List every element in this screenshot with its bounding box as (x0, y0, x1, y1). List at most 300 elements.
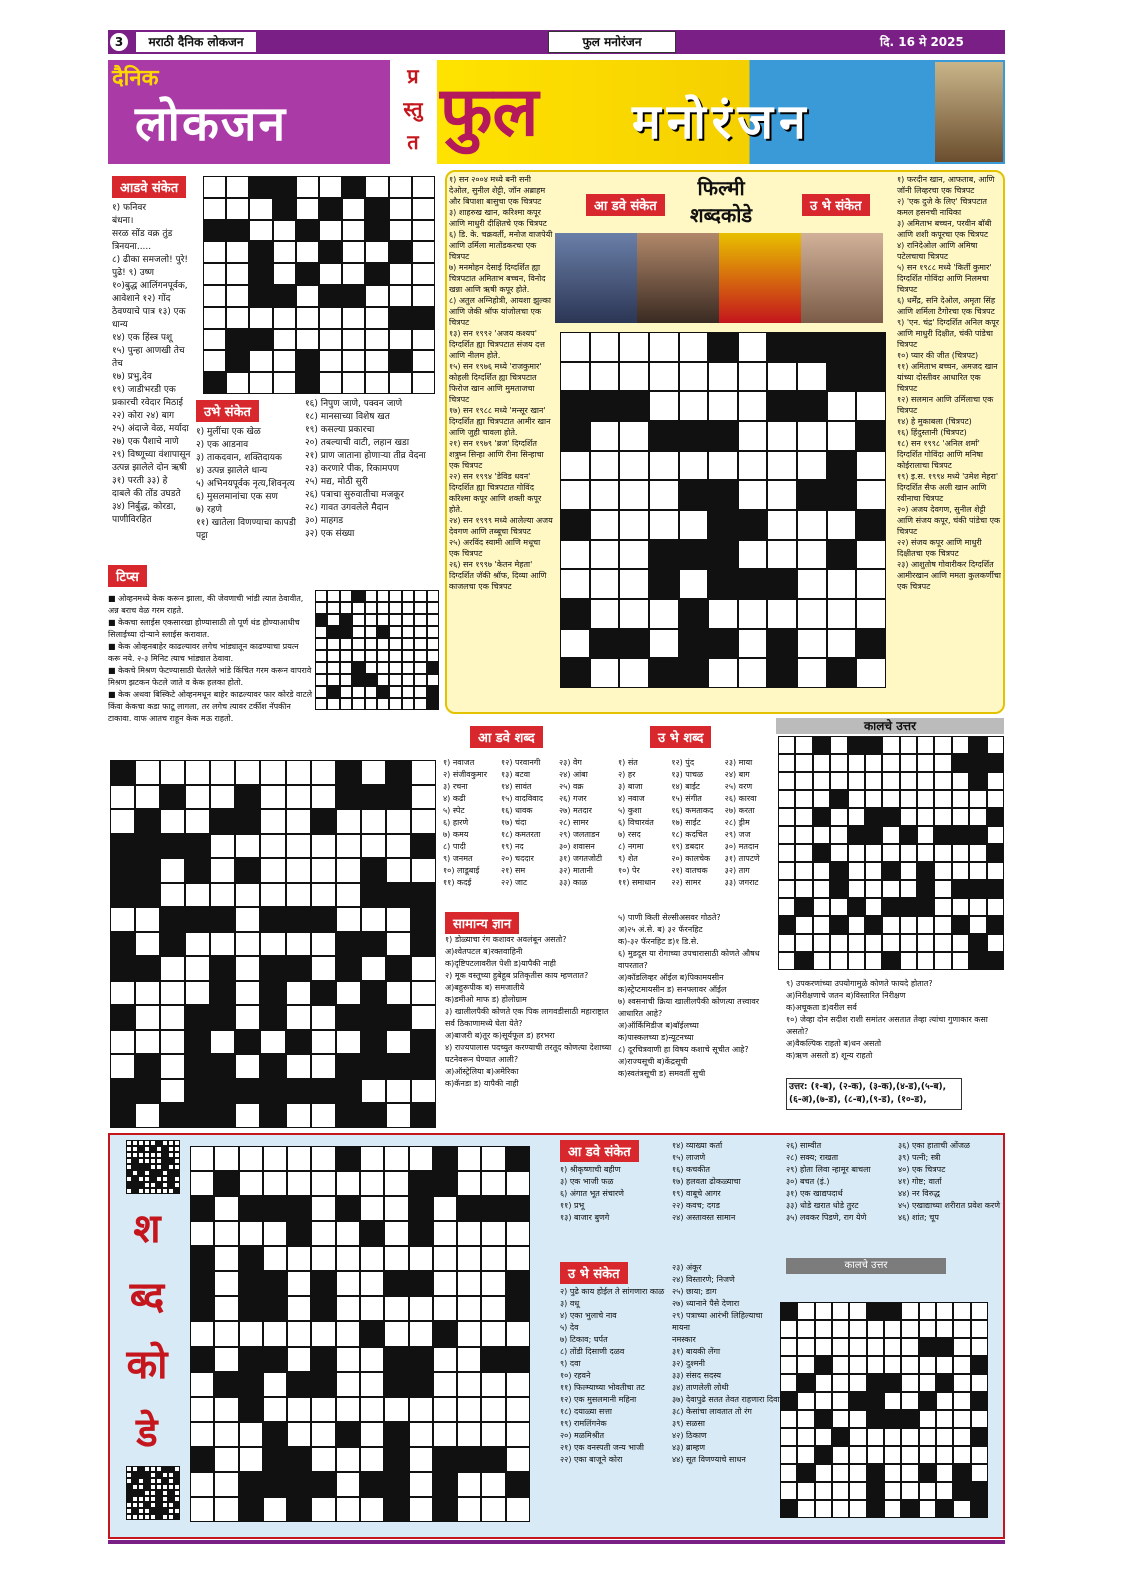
clue-line: क)अचूकता ड)वरील सर्व (786, 1003, 857, 1012)
grid-cell (384, 1447, 408, 1472)
grid-cell (342, 350, 365, 372)
clue-line: १३) बटवा (501, 770, 531, 779)
grid-cell (969, 916, 986, 934)
grid-cell (649, 510, 679, 540)
grid-cell (427, 614, 439, 626)
clue-line: ३) शाहरुख खान, करिश्मा कपूर आणि माधुरी दीक्षितचे एक चित्रपट (449, 208, 547, 228)
clue-line: ११) अमिताभ बच्चन, अमजद खान यांच्या दोस्तीवर आधारित एक चित्रपट (897, 362, 998, 393)
grid-cell (414, 650, 426, 662)
grid-cell (849, 1482, 866, 1500)
grid-cell (185, 883, 210, 908)
grid-cell (917, 898, 934, 916)
grid-cell (402, 614, 414, 626)
grid-cell (481, 1296, 505, 1321)
grid-cell (813, 862, 830, 880)
grid-cell (336, 1103, 361, 1128)
grid-cell (900, 790, 917, 808)
grid-cell (900, 772, 917, 790)
cw1-down-left (196, 400, 306, 543)
grid-cell (856, 629, 886, 659)
grid-cell (287, 1171, 311, 1196)
grid-cell (203, 220, 226, 242)
grid-cell (882, 916, 899, 934)
grid-cell (185, 981, 210, 1006)
grid-cell (319, 220, 342, 242)
grid-cell (767, 658, 797, 688)
grid-cell (389, 176, 412, 198)
grid-cell (185, 834, 210, 859)
grid-cell (797, 629, 827, 659)
grid-cell (210, 858, 235, 883)
grid-cell (987, 826, 1004, 844)
clue-line: अ)ऑस्ट्रेलिया ब)अमेरिका (445, 1067, 519, 1076)
clue-line: १८) सन १९९८ 'अनिल शर्मा' दिग्दर्शित गोविंदा आणि मनिषा कोईरालाचा चित्रपट (897, 439, 983, 470)
grid-cell (830, 736, 847, 754)
grid-cell (433, 1497, 457, 1522)
grid-cell (560, 451, 590, 481)
grid-cell (315, 602, 327, 614)
grid-cell (185, 1030, 210, 1055)
clue-line: २९) जज (724, 830, 751, 839)
grid-cell (778, 880, 795, 898)
clue-line: २३) करणारे पीक, रिकामपण (305, 464, 400, 474)
grid-cell (286, 834, 311, 859)
grid-cell (260, 932, 285, 957)
grid-cell (481, 1347, 505, 1372)
grid-cell (780, 1374, 797, 1392)
grid-cell (311, 1005, 336, 1030)
grid-cell (296, 285, 319, 307)
grid-cell (411, 1030, 436, 1055)
clue-line: ३१) बायकी लेंगा (672, 1347, 721, 1356)
clue-line: पट्टा (196, 531, 208, 541)
answer-title: कालचे उत्तर (776, 718, 1004, 734)
mini-grid-icon-1 (126, 1140, 180, 1194)
grid-cell (135, 1030, 160, 1055)
grid-cell (336, 1347, 360, 1372)
grid-cell (969, 898, 986, 916)
grid-cell (971, 1410, 988, 1428)
grid-cell (560, 332, 590, 362)
clue-line: २७) करता (724, 806, 755, 815)
grid-cell (384, 1171, 408, 1196)
grid-cell (767, 421, 797, 451)
grid-cell (365, 372, 388, 394)
grid-cell (377, 698, 389, 710)
grid-cell (327, 686, 339, 698)
grid-cell (135, 858, 160, 883)
grid-cell (214, 1397, 238, 1422)
grid-cell (813, 952, 830, 970)
grid-cell (411, 858, 436, 883)
grid-cell (901, 1374, 918, 1392)
grid-cell (414, 674, 426, 686)
clue-line: आवेशाने १२) गोंद (112, 294, 171, 304)
prastut-1: प्र (407, 64, 419, 88)
grid-cell (210, 760, 235, 785)
grid-cell (296, 220, 319, 242)
grid-cell (884, 1302, 901, 1320)
grid-cell (780, 1320, 797, 1338)
grid-cell (411, 1079, 436, 1104)
grid-cell (414, 662, 426, 674)
grid-cell (901, 1320, 918, 1338)
clue-line: १४) सावंत (501, 782, 532, 791)
grid-cell (813, 790, 830, 808)
grid-cell (767, 480, 797, 510)
grid-cell (827, 391, 857, 421)
clue-line: २५) वरण (724, 782, 753, 791)
grid-cell (311, 1347, 335, 1372)
grid-cell (867, 1356, 884, 1374)
grid-cell (412, 198, 435, 220)
grid-cell (884, 1482, 901, 1500)
grid-cell (481, 1146, 505, 1171)
grid-cell (110, 981, 135, 1006)
grid-cell (427, 698, 439, 710)
section-title: फुल मनोरंजन (548, 31, 676, 53)
grid-cell (987, 790, 1004, 808)
grid-cell (235, 785, 260, 810)
grid-cell (919, 1356, 936, 1374)
clue-line: ठेवण्याचे पात्र १३) एक (112, 307, 186, 317)
grid-cell (457, 1221, 481, 1246)
grid-cell (795, 772, 812, 790)
grid-cell (311, 956, 336, 981)
clue-line: प्रकारची रवेदार मिठाई (112, 398, 183, 408)
grid-cell (412, 176, 435, 198)
grid-cell (767, 391, 797, 421)
grid-cell (590, 480, 620, 510)
grid-cell (865, 772, 882, 790)
grid-cell (795, 826, 812, 844)
grid-cell (780, 1338, 797, 1356)
grid-cell (110, 858, 135, 883)
clue-line: ६) अंगात भूत संचारणे (560, 1189, 624, 1198)
grid-cell (856, 510, 886, 540)
clue-line: क)-३२ फॅरनहिट ड)१ डि.से. (618, 937, 699, 946)
grid-cell (210, 1054, 235, 1079)
grid-cell (160, 1054, 185, 1079)
grid-cell (849, 1464, 866, 1482)
grid-cell (767, 629, 797, 659)
grid-cell (481, 1472, 505, 1497)
grid-cell (365, 626, 377, 638)
clue-line: क)स्वतंत्रसूची ड) समवर्ती सुची (618, 1069, 706, 1078)
grid-cell (969, 934, 986, 952)
clue-line: ३३) जगराट (724, 878, 759, 887)
grid-cell (797, 480, 827, 510)
grid-cell (210, 981, 235, 1006)
grid-cell (336, 1171, 360, 1196)
grid-cell (934, 754, 951, 772)
grid-cell (135, 760, 160, 785)
grid-cell (315, 638, 327, 650)
grid-cell (360, 1171, 384, 1196)
clue-line: ६) हारणे (443, 818, 469, 827)
grid-cell (849, 1410, 866, 1428)
grid-cell (936, 1356, 953, 1374)
grid-cell (849, 1500, 866, 1518)
grid-cell (867, 1302, 884, 1320)
grid-cell (287, 1347, 311, 1372)
grid-cell (856, 391, 886, 421)
grid-cell (160, 932, 185, 957)
grid-cell (203, 350, 226, 372)
grid-cell (506, 1472, 530, 1497)
clue-line: २९) विष्णूच्या वंशापासून (112, 450, 191, 460)
grid-cell (411, 956, 436, 981)
grid-cell (952, 862, 969, 880)
grid-cell (917, 952, 934, 970)
grid-cell (848, 898, 865, 916)
grid-cell (481, 1246, 505, 1271)
grid-cell (239, 1472, 263, 1497)
grid-cell (384, 1271, 408, 1296)
clue-line: १) फरदीन खान, आफताब, आणि जॉनी लिव्हरचा एक चित्रपट (897, 175, 995, 195)
grid-cell (203, 372, 226, 394)
grid-cell (919, 1320, 936, 1338)
grid-cell (900, 952, 917, 970)
grid-cell (917, 826, 934, 844)
grid-cell (952, 844, 969, 862)
clue-line: ४४) नर विरुद्ध (898, 1189, 940, 1198)
grid-cell (365, 241, 388, 263)
clue-line: २२) कवच; दगड (672, 1201, 720, 1210)
clue-line: ४०) एक चित्रपट (898, 1165, 946, 1174)
grid-cell (336, 785, 361, 810)
grid-cell (287, 1372, 311, 1397)
grid-cell (934, 934, 951, 952)
grid-cell (190, 1472, 214, 1497)
grid-cell (815, 1392, 832, 1410)
clue-line: ९) दवा (560, 1359, 581, 1368)
grid-cell (901, 1428, 918, 1446)
grid-cell (457, 1422, 481, 1447)
grid-cell (936, 1500, 953, 1518)
clue-line: ८) पादी (443, 842, 466, 851)
grid-cell (971, 1446, 988, 1464)
grid-cell (110, 1005, 135, 1030)
grid-cell (315, 698, 327, 710)
grid-cell (336, 1146, 360, 1171)
clue-line: ६) डि. के. चक्रवर्ती, मनोज वाजपेयी आणि उर्मिला मातोंडकरचा एक चित्रपट (449, 230, 553, 261)
grid-cell (738, 480, 768, 510)
clue-line: १२) एक मुसलमानी महिना (560, 1395, 637, 1404)
grid-cell (856, 540, 886, 570)
grid-cell (901, 1500, 918, 1518)
issue-date: दि. 16 मे 2025 (880, 35, 964, 49)
grid-cell (360, 1271, 384, 1296)
prastut-2: स्तु (403, 97, 423, 121)
grid-cell (336, 1397, 360, 1422)
grid-cell (778, 754, 795, 772)
cw1-across-list (112, 202, 202, 527)
grid-cell (560, 658, 590, 688)
grid-cell (249, 307, 272, 329)
grid-cell (263, 1347, 287, 1372)
crossword-grid-1 (203, 176, 435, 394)
grid-cell (738, 569, 768, 599)
grid-cell (427, 638, 439, 650)
grid-cell (287, 1447, 311, 1472)
clue-line: अ)कॉडलिव्हर ऑईल ब)पिकामयसीन (618, 973, 724, 982)
grid-cell (619, 332, 649, 362)
grid-cell (481, 1171, 505, 1196)
grid-cell (830, 916, 847, 934)
grid-cell (386, 956, 411, 981)
clue-line: २०) तबल्याची वाटी, लहान खडा (305, 438, 410, 448)
grid-cell (848, 790, 865, 808)
grid-cell (110, 834, 135, 859)
grid-cell (110, 932, 135, 957)
gk-mid (618, 912, 780, 1080)
grid-cell (827, 540, 857, 570)
clue-line: ३०) मतदान (724, 842, 759, 851)
grid-cell (901, 1356, 918, 1374)
grid-cell (827, 362, 857, 392)
grid-cell (797, 1410, 814, 1428)
grid-cell (409, 1246, 433, 1271)
grid-cell (384, 1497, 408, 1522)
clue-line: ■ केकचा स्लाईस एकसारखा होण्यासाठी तो पूर्ण थंड होण्याआधीच सिलाईच्या दोऱ्याने स्लाईस करावात. (108, 618, 300, 639)
grid-cell (286, 883, 311, 908)
clue-line: तेच (112, 359, 123, 369)
grid-cell (239, 1347, 263, 1372)
grid-cell (457, 1271, 481, 1296)
clue-line: त्रिनयना..... (112, 242, 152, 252)
clue-line: २६) सन १९९७ 'केतन मेहता' दिग्दर्शित जॅकी श्रॉफ, दिव्या आणि काजलचा एक चित्रपट (449, 560, 547, 591)
grid-cell (936, 1320, 953, 1338)
clue-line: १९) डबदार (671, 842, 704, 851)
clue-line: २२) संजय कपूर आणि माधुरी दिक्षीतचा एक चित्रपट (897, 538, 982, 558)
clue-line: ४३) ब्राम्हण (672, 1443, 706, 1452)
grid-cell (361, 981, 386, 1006)
clue-line: अ)बाजरी ब)तूर क)सूर्यफूल ड) हरभरा (445, 1031, 555, 1040)
clue-line: २४) बाग (724, 770, 750, 779)
grid-cell (210, 883, 235, 908)
grid-cell (315, 686, 327, 698)
grid-cell (865, 790, 882, 808)
clue-line: १८) मानसाच्या विशेष खत (305, 412, 390, 422)
grid-cell (352, 674, 364, 686)
clue-line: १०) जेव्हा दोन सदीश राशी समांतर असतात तेव्हा त्यांचा गुणाकार कसा असतो? (786, 1015, 988, 1036)
grid-cell (340, 686, 352, 698)
grid-cell (649, 421, 679, 451)
grid-cell (336, 932, 361, 957)
grid-cell (830, 808, 847, 826)
grid-cell (900, 826, 917, 844)
grid-cell (795, 934, 812, 952)
clue-line: ९) जनमत (443, 854, 473, 863)
clue-line: ९) उपकरणांच्या उपयोगामुळे कोणते फायदे होतात? (786, 979, 933, 988)
grid-cell (679, 510, 709, 540)
grid-cell (296, 198, 319, 220)
grid-cell (795, 790, 812, 808)
grid-cell (342, 241, 365, 263)
grid-cell (412, 220, 435, 242)
grid-cell (412, 241, 435, 263)
grid-cell (560, 391, 590, 421)
grid-cell (409, 1447, 433, 1472)
grid-cell (110, 1079, 135, 1104)
grid-cell (506, 1246, 530, 1271)
clue-line: २६) पत्राचा सुरुवातीचा मजकूर (305, 490, 404, 500)
clue-line: ५) स्पेट (443, 806, 465, 815)
grid-cell (263, 1221, 287, 1246)
grid-cell (708, 421, 738, 451)
grid-cell (797, 1374, 814, 1392)
filmi-title-2: शब्दकोडे (690, 203, 753, 227)
clue-line: १७) सन १९८८ मध्ये 'मन्सूर खान' दिग्दर्शित ह्या चित्रपटात आमीर खान आणि जुही चावला होते. (449, 406, 551, 437)
grid-cell (336, 981, 361, 1006)
grid-cell (160, 907, 185, 932)
grid-cell (386, 1005, 411, 1030)
tips-title: टिप्स (108, 565, 147, 587)
grid-cell (506, 1196, 530, 1221)
grid-cell (214, 1347, 238, 1372)
shabda-answer-title: कालचे उत्तर (786, 1258, 946, 1274)
grid-cell (856, 569, 886, 599)
grid-cell (865, 808, 882, 826)
grid-cell (882, 844, 899, 862)
clue-line: २१) वातचक (671, 866, 708, 875)
grid-cell (365, 307, 388, 329)
grid-cell (649, 451, 679, 481)
grid-cell (226, 350, 249, 372)
answer-across-tag: आ डवे शब्द (470, 726, 543, 748)
clue-line: ३३) धोडे खरात धोडे तुरट (786, 1201, 859, 1210)
grid-cell (260, 981, 285, 1006)
grid-cell (315, 674, 327, 686)
grid-cell (884, 1356, 901, 1374)
grid-cell (679, 658, 709, 688)
grid-cell (867, 1410, 884, 1428)
clue-line: २६) कारवा (724, 794, 757, 803)
side-4: डे (136, 1409, 158, 1456)
grid-cell (386, 809, 411, 834)
grid-cell (273, 372, 296, 394)
grid-cell (360, 1296, 384, 1321)
grid-cell (797, 510, 827, 540)
clue-line: २) मूक वस्तूच्या हुबेहूब प्रतिकृतीस काय म्हणतात? (445, 971, 589, 980)
grid-cell (311, 1422, 335, 1447)
grid-cell (856, 480, 886, 510)
actor-photos (555, 233, 885, 323)
grid-cell (352, 602, 364, 614)
grid-cell (412, 285, 435, 307)
grid-cell (411, 785, 436, 810)
clue-line: १९) जाडीभरडी एक (112, 385, 176, 395)
clue-line: क)ऋण असतो ड) शून्य राहतो (786, 1051, 873, 1060)
grid-cell (780, 1302, 797, 1320)
clue-line: ■ ओव्हनमध्ये केक करून झाला, की जेवणाची भांडी त्यात ठेवावीत, अन्न बराच वेळ गरम राहते. (108, 594, 304, 615)
grid-cell (210, 932, 235, 957)
clue-line: क)स्ट्रेप्टमायसीन ड) सनफ्लावर ऑईल (618, 985, 727, 994)
side-1: श (133, 1205, 161, 1252)
grid-cell (917, 916, 934, 934)
clue-line: क)दृष्टिपटलावरील पेशी ड)यापैकी नाही (445, 959, 556, 968)
grid-cell (708, 480, 738, 510)
grid-cell (414, 590, 426, 602)
grid-cell (190, 1422, 214, 1447)
grid-cell (901, 1482, 918, 1500)
grid-cell (361, 907, 386, 932)
grid-cell (319, 329, 342, 351)
grid-cell (414, 698, 426, 710)
grid-cell (738, 540, 768, 570)
clue-line: १६) निपुण जाणे, पक्वन जाणे (305, 399, 403, 409)
